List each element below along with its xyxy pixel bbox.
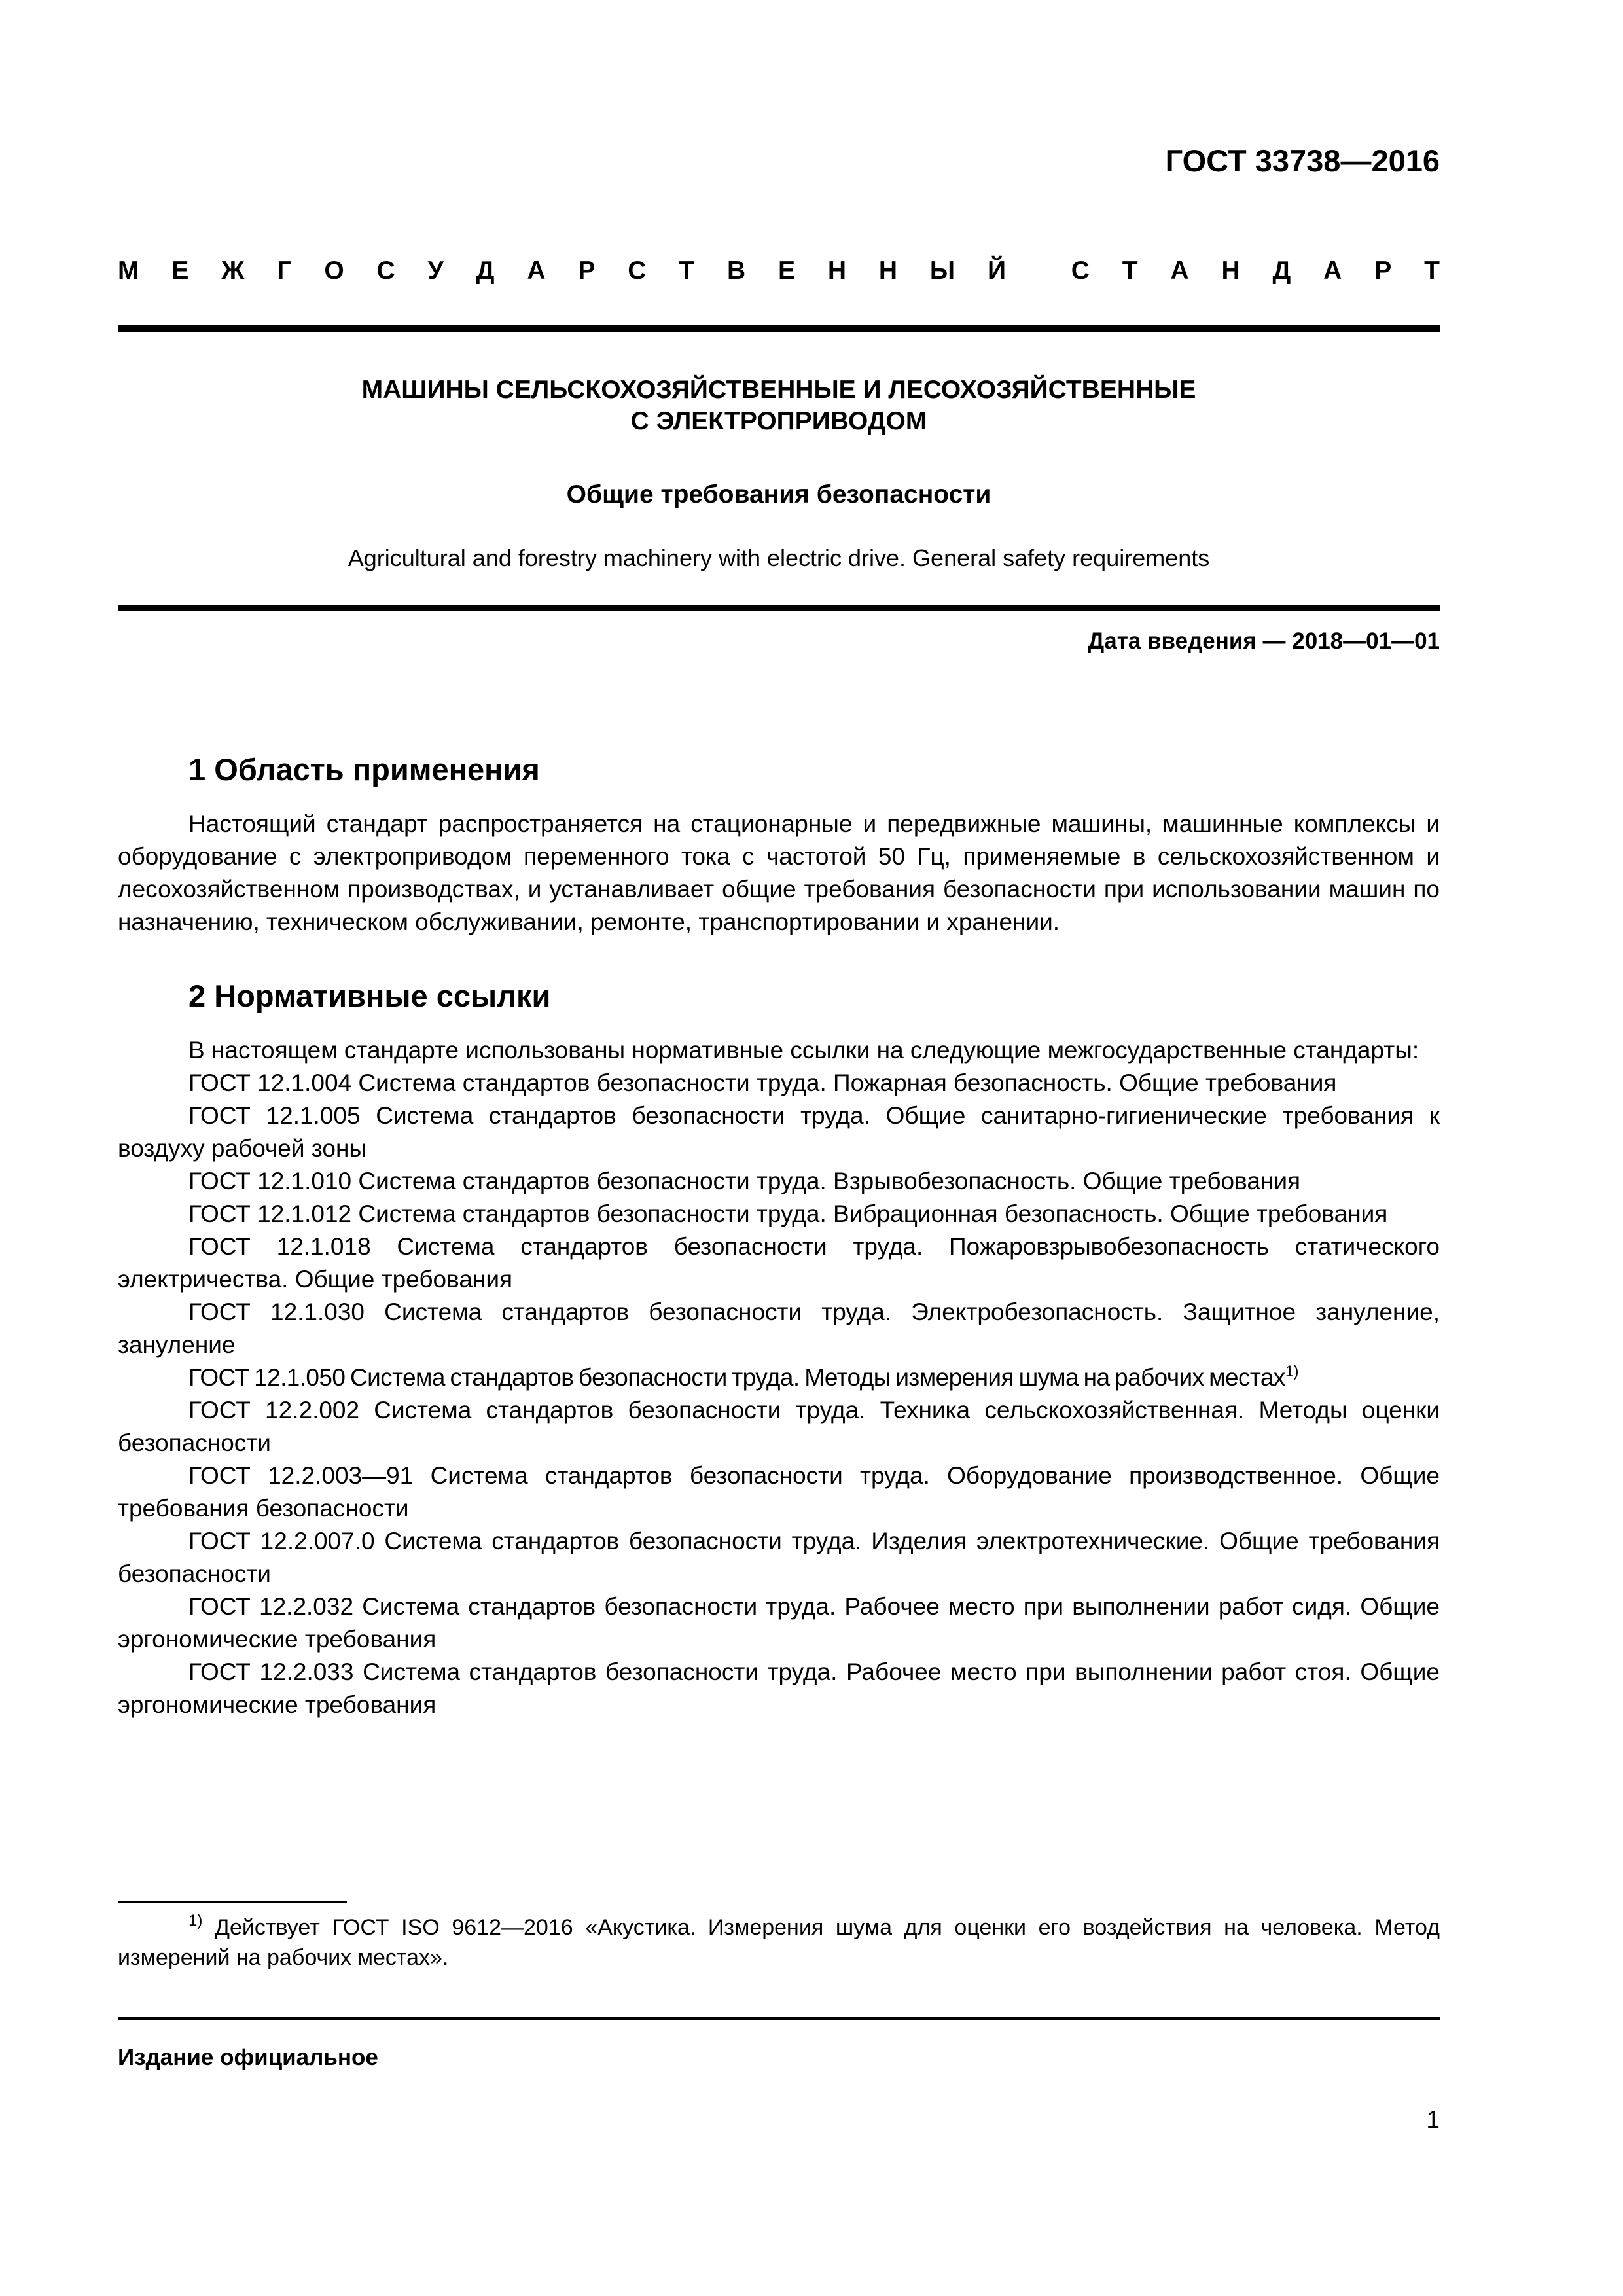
title-block — [118, 374, 1440, 573]
reference-item: ГОСТ 12.2.002 Система стандартов безопасности труда. Техника сельскохозяйственная. Методы оценки безопасности — [118, 1397, 1440, 1456]
introduction-date: Дата введения — 2018—01—01 — [1088, 628, 1440, 654]
section-1-paragraph: Настоящий стандарт распространяется на стационарные и передвижные машины, машинные комплексы и оборудование с электроприводом переменного тока с частотой 50 Гц, применяемые в сельскохозяйственном и лесохозяйственном производствах, и устанавливает общие требования безопасности при использовании машин по назначению, техническом обслуживании, ремонте, транспортировании и хранении. — [118, 810, 1440, 935]
document-title-line-1: МАШИНЫ СЕЛЬСКОХОЗЯЙСТВЕННЫЕ И ЛЕСОХОЗЯЙСТВЕННЫЕ — [361, 376, 1196, 404]
reference-item: ГОСТ 12.1.030 Система стандартов безопасности труда. Электробезопасность. Защитное зануление, зануление — [118, 1299, 1440, 1358]
standard-type-letter: Т — [1122, 257, 1138, 285]
title-divider — [118, 605, 1440, 611]
section-2-intro: В настоящем стандарте использованы нормативные ссылки на следующие межгосударственные стандарты: — [188, 1037, 1419, 1064]
footnote — [118, 1912, 1440, 1973]
footnote-text: Действует ГОСТ ISO 9612—2016 «Акустика. Измерения шума для оценки его воздействия на человека. Метод измерений на рабочих местах». — [118, 1915, 1440, 1970]
english-title: Agricultural and forestry machinery with electric drive. General safety requirements — [348, 545, 1210, 571]
reference-text: ГОСТ 12.1.050 Система стандартов безопасности труда. Методы измерения шума на рабочих местах — [188, 1364, 1285, 1391]
reference-item: ГОСТ 12.2.033 Система стандартов безопасности труда. Рабочее место при выполнении работ стоя. Общие эргономические требования — [118, 1659, 1440, 1718]
footnote-mark: 1) — [1285, 1363, 1298, 1380]
standard-type-heading — [118, 257, 1440, 285]
standard-type-letter: С — [1071, 257, 1090, 285]
standard-type-letter: Н — [1221, 257, 1240, 285]
reference-item: ГОСТ 12.2.003—91 Система стандартов безопасности труда. Оборудование производственное. Общие требования безопасности — [118, 1462, 1440, 1522]
standard-type-letter: С — [628, 257, 647, 285]
document-number: ГОСТ 33738—2016 — [1165, 143, 1440, 178]
normative-references-list — [118, 1067, 1440, 1721]
reference-item-with-footnote — [118, 1361, 1440, 1394]
standard-type-letter: Н — [827, 257, 847, 285]
standard-type-letter: А — [527, 257, 546, 285]
standard-type-letter: Г — [277, 257, 292, 285]
section-1-heading: 1 Область применения — [188, 752, 540, 787]
reference-item: ГОСТ 12.1.012 Система стандартов безопасности труда. Вибрационная безопасность. Общие требования — [188, 1200, 1388, 1227]
reference-item: ГОСТ 12.2.032 Система стандартов безопасности труда. Рабочее место при выполнении работ сидя. Общие эргономические требования — [118, 1593, 1440, 1653]
standard-type-letter: В — [726, 257, 746, 285]
footnote-separator — [118, 1901, 347, 1903]
standard-type-letter: Т — [679, 257, 695, 285]
standard-type-letter: Н — [878, 257, 898, 285]
standard-type-letter: А — [1323, 257, 1342, 285]
reference-item: ГОСТ 12.1.018 Система стандартов безопасности труда. Пожаровзрывобезопасность статического электричества. Общие требования — [118, 1233, 1440, 1293]
section-2-heading: 2 Нормативные ссылки — [188, 978, 551, 1013]
standard-type-letter: С — [376, 257, 395, 285]
reference-item: ГОСТ 12.1.004 Система стандартов безопасности труда. Пожарная безопасность. Общие требования — [188, 1069, 1337, 1096]
edition-label: Издание официальное — [118, 2045, 378, 2070]
page-number: 1 — [1426, 2106, 1440, 2133]
standard-type-letter: Ы — [929, 257, 955, 285]
reference-item: ГОСТ 12.2.007.0 Система стандартов безопасности труда. Изделия электротехнические. Общие требования безопасности — [118, 1528, 1440, 1587]
document-subtitle: Общие требования безопасности — [566, 480, 991, 509]
footnote-mark: 1) — [188, 1912, 203, 1929]
header-divider — [118, 325, 1440, 332]
document-title — [118, 374, 1440, 437]
standard-type-letter: О — [324, 257, 344, 285]
standard-type-letter: Е — [171, 257, 189, 285]
standard-type-letter: Т — [1424, 257, 1440, 285]
document-body — [118, 750, 1440, 1721]
standard-type-letter: Д — [476, 257, 495, 285]
standard-type-letter: Е — [777, 257, 795, 285]
reference-item: ГОСТ 12.1.005 Система стандартов безопасности труда. Общие санитарно-гигиенические требования к воздуху рабочей зоны — [118, 1102, 1440, 1162]
standard-type-letter: Ж — [221, 257, 245, 285]
footer-divider — [118, 2017, 1440, 2020]
standard-type-letter: А — [1170, 257, 1189, 285]
standard-type-letter: М — [118, 257, 139, 285]
reference-item: ГОСТ 12.1.010 Система стандартов безопасности труда. Взрывобезопасность. Общие требования — [188, 1168, 1301, 1194]
standard-type-letter: У — [427, 257, 444, 285]
standard-type-letter: Р — [1374, 257, 1392, 285]
standard-type-letter: Д — [1272, 257, 1291, 285]
standard-type-letter: Р — [578, 257, 596, 285]
document-title-line-2: С ЭЛЕКТРОПРИВОДОМ — [630, 407, 927, 435]
standard-type-letter: Й — [987, 257, 1006, 285]
